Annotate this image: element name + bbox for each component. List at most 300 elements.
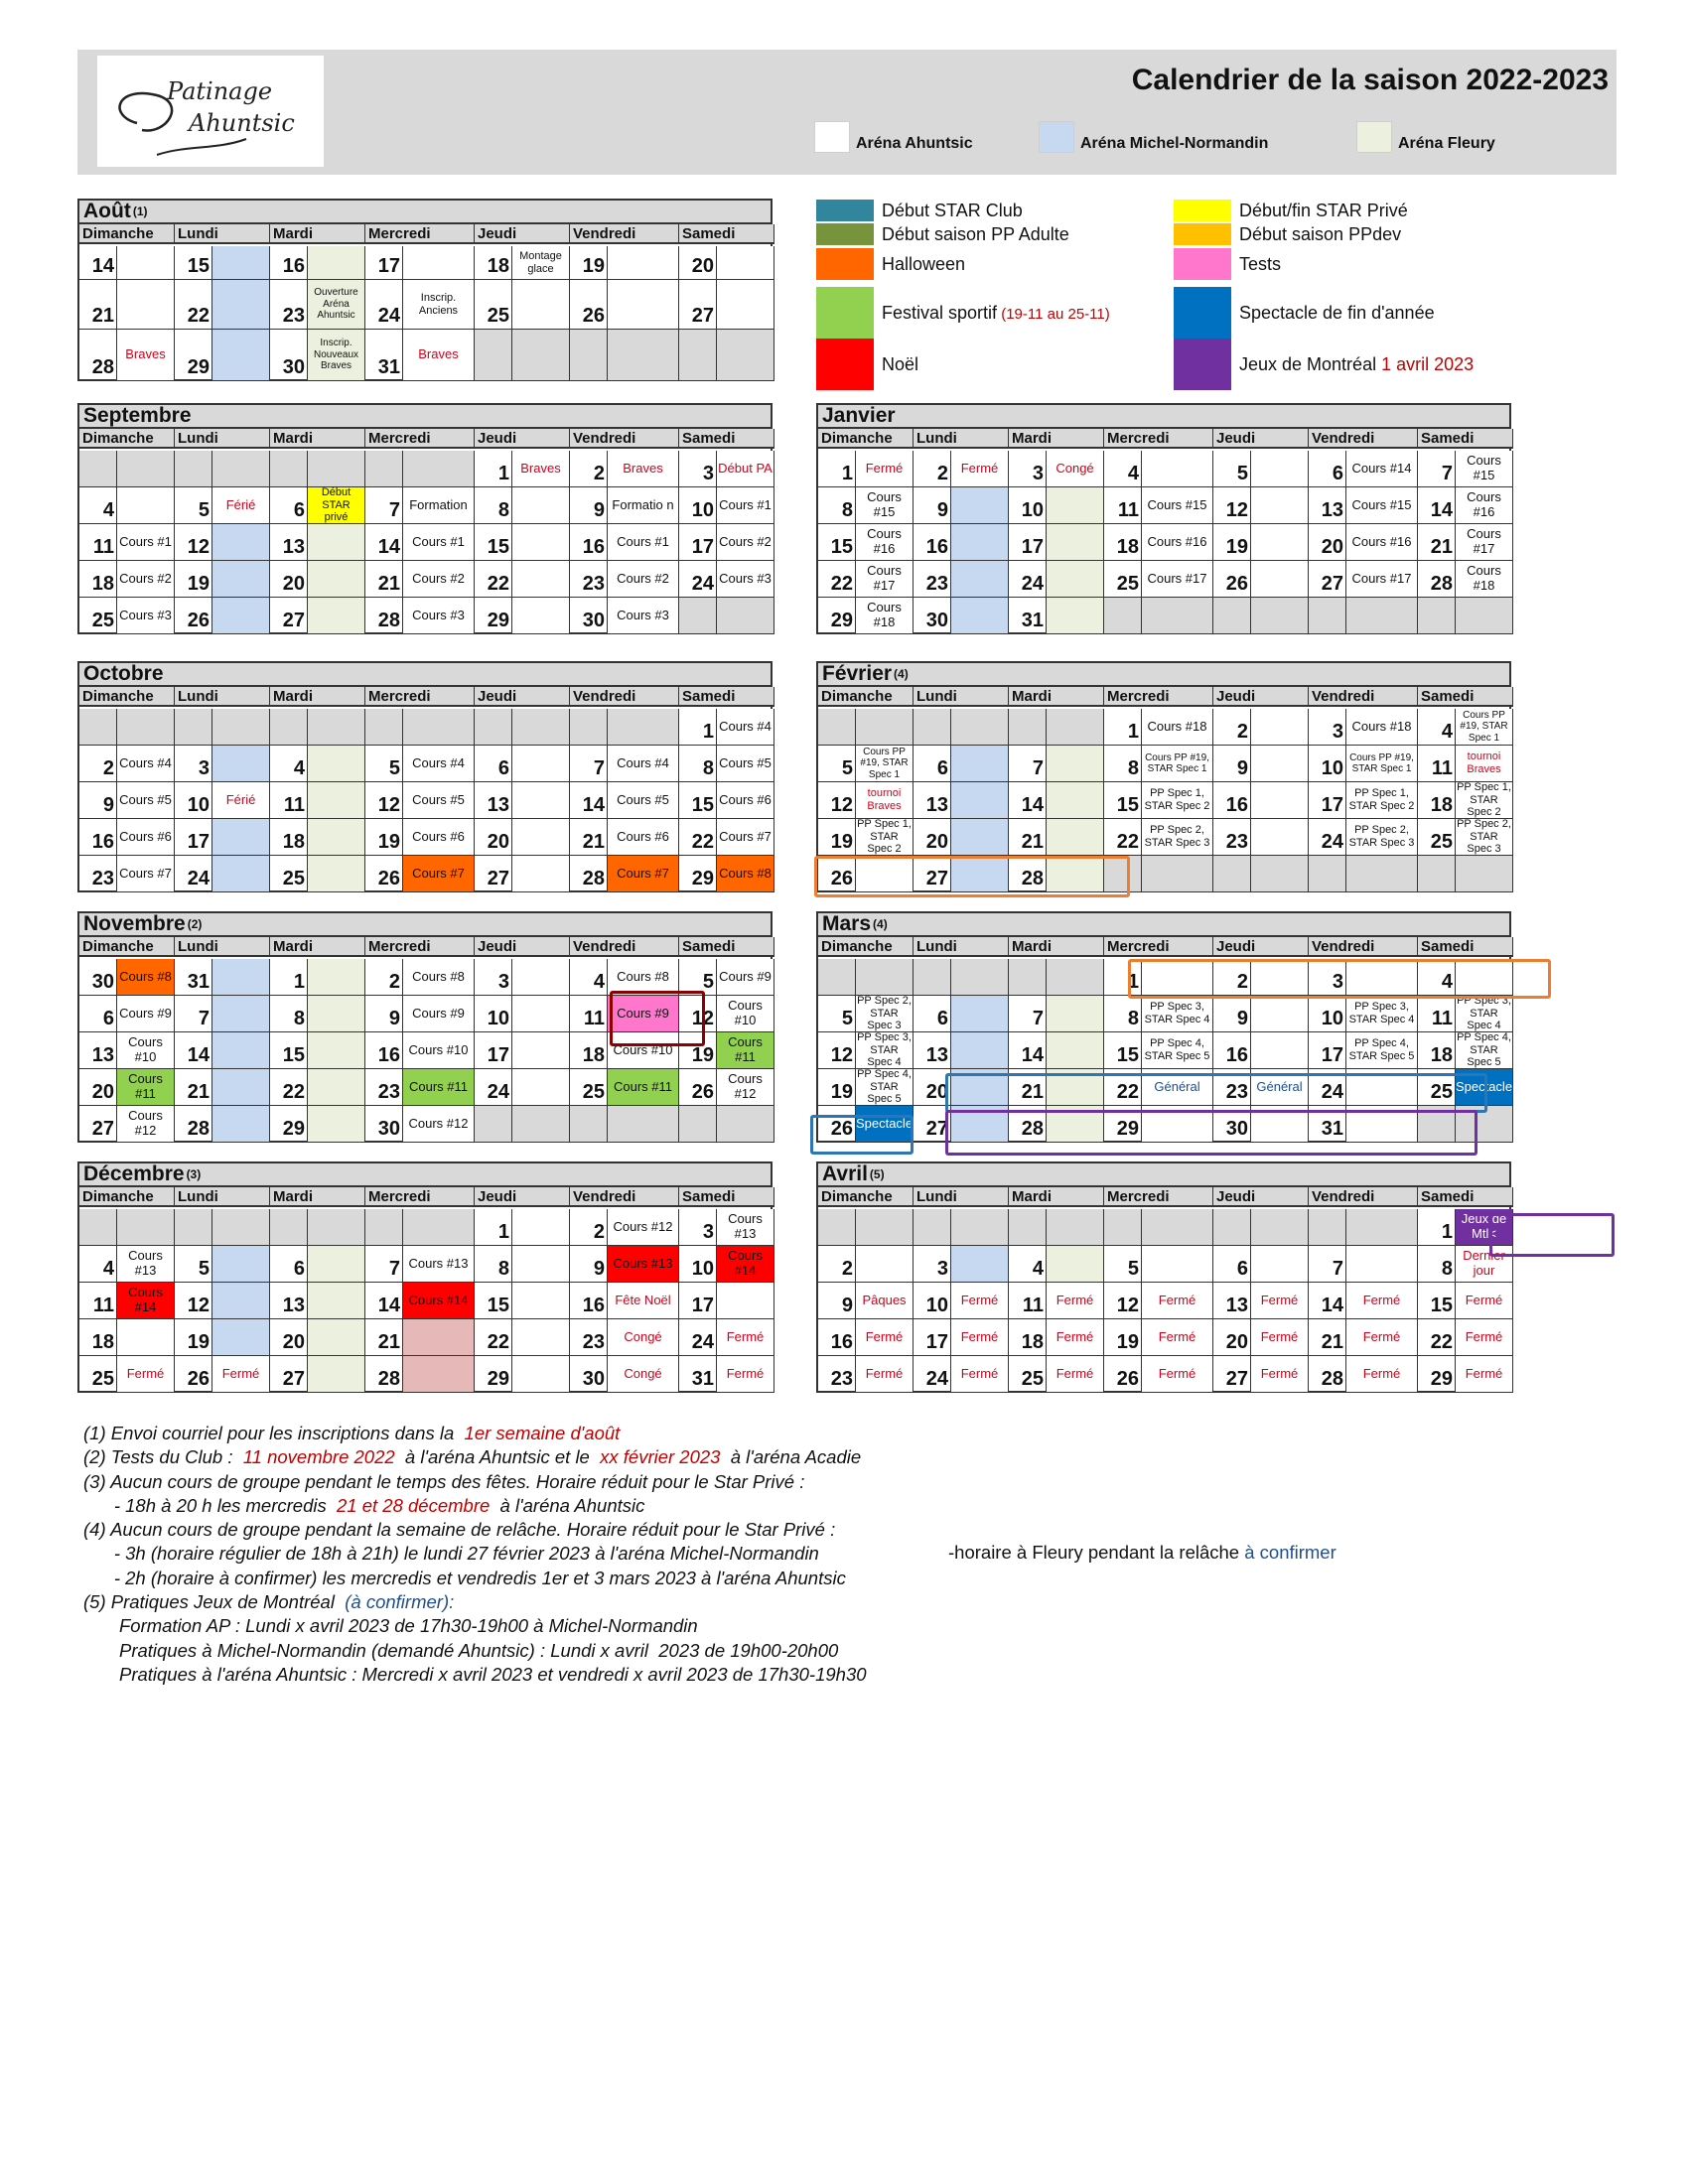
weekday-header: Lundi — [175, 687, 270, 707]
day-event: Cours #1 — [717, 487, 774, 524]
footnote-text: (1) Envoi courriel pour les inscriptions dans la — [83, 1423, 465, 1443]
day-event — [403, 709, 475, 746]
day-number: 21 — [1418, 524, 1456, 561]
weekday-header: Dimanche — [79, 1187, 175, 1207]
day-event: Fête Noël — [608, 1283, 679, 1319]
day-number: 10 — [1009, 487, 1047, 524]
day-number: 9 — [365, 996, 403, 1032]
day-event: Formation — [403, 487, 475, 524]
day-event — [951, 996, 1009, 1032]
weekday-header: Jeudi — [475, 687, 570, 707]
day-number: 6 — [79, 996, 117, 1032]
arena-label-michel-normandin: Aréna Michel-Normandin — [1080, 135, 1269, 152]
weekday-header: Vendredi — [570, 429, 679, 449]
day-event: Cours #13 — [403, 1246, 475, 1283]
day-number: 23 — [1213, 819, 1251, 856]
month-title: Février — [822, 662, 893, 685]
day-number — [818, 1209, 856, 1246]
day-number: 28 — [365, 598, 403, 634]
day-event: Cours #14 — [1346, 451, 1418, 487]
day-event: Cours #17 — [1456, 524, 1513, 561]
weekday-header: Vendredi — [570, 687, 679, 707]
weekday-header: Mercredi — [365, 1187, 475, 1207]
day-number: 18 — [1104, 524, 1142, 561]
day-event — [512, 1319, 570, 1356]
day-number: 17 — [1309, 1032, 1346, 1069]
day-number: 12 — [1104, 1283, 1142, 1319]
weekday-header: Samedi — [679, 429, 774, 449]
day-number: 6 — [475, 746, 512, 782]
day-event — [1047, 1209, 1104, 1246]
day-number: 21 — [1009, 819, 1047, 856]
day-event — [308, 1069, 365, 1106]
footnote-line — [83, 1590, 867, 1614]
month-title: Mars — [822, 912, 872, 935]
day-event — [212, 856, 270, 892]
day-event — [1251, 451, 1309, 487]
legend-item — [1174, 287, 1435, 339]
day-event — [212, 1209, 270, 1246]
day-number: 13 — [475, 782, 512, 819]
day-number: 11 — [1418, 746, 1456, 782]
day-number: 26 — [679, 1069, 717, 1106]
day-event — [1142, 1246, 1213, 1283]
day-number: 18 — [570, 1032, 608, 1069]
legend-swatch — [816, 223, 874, 245]
day-event: PP Spec 3, STAR Spec 4 — [856, 1032, 914, 1069]
day-number: 29 — [475, 1356, 512, 1393]
day-number: 15 — [475, 524, 512, 561]
day-event — [512, 996, 570, 1032]
weekday-header: Mardi — [270, 687, 365, 707]
highlight-box — [814, 856, 1130, 897]
day-number: 14 — [1009, 782, 1047, 819]
day-event: Congé — [608, 1356, 679, 1393]
weekday-header: Samedi — [679, 687, 774, 707]
day-number: 20 — [914, 819, 951, 856]
day-number: 9 — [570, 487, 608, 524]
day-event — [212, 246, 270, 280]
day-event — [512, 524, 570, 561]
day-number: 15 — [679, 782, 717, 819]
legend-swatch — [1174, 339, 1231, 390]
day-event — [512, 1106, 570, 1143]
weekday-header: Lundi — [175, 224, 270, 244]
month-note: (5) — [869, 1167, 885, 1181]
footnote-text: xx février 2023 — [600, 1446, 721, 1468]
day-event — [308, 246, 365, 280]
day-event — [608, 246, 679, 280]
day-event — [1047, 561, 1104, 598]
day-event — [951, 709, 1009, 746]
day-event — [608, 1106, 679, 1143]
day-event — [1047, 959, 1104, 996]
day-number: 1 — [475, 1209, 512, 1246]
day-event: Cours #4 — [717, 709, 774, 746]
day-event: Fermé — [1142, 1319, 1213, 1356]
day-number: 19 — [570, 246, 608, 280]
legend-item — [816, 287, 1110, 339]
day-number: 19 — [175, 1319, 212, 1356]
month-name — [79, 913, 771, 937]
day-number: 27 — [1213, 1356, 1251, 1393]
day-event — [512, 746, 570, 782]
day-number: 5 — [175, 487, 212, 524]
day-event — [308, 856, 365, 892]
day-event: Cours #3 — [717, 561, 774, 598]
day-number: 19 — [818, 819, 856, 856]
day-event — [608, 280, 679, 330]
day-number: 19 — [679, 1032, 717, 1069]
footnote-text: à l'aréna Acadie — [720, 1446, 862, 1468]
day-number: 21 — [79, 280, 117, 330]
day-event — [212, 1032, 270, 1069]
highlight-box — [945, 1110, 1477, 1156]
day-number: 10 — [679, 487, 717, 524]
day-number: 31 — [175, 959, 212, 996]
day-event — [212, 280, 270, 330]
weekday-header: Jeudi — [475, 1187, 570, 1207]
day-event: Cours #4 — [117, 746, 175, 782]
day-number: 25 — [79, 598, 117, 634]
day-event — [717, 598, 774, 634]
weekday-header: Samedi — [679, 937, 774, 957]
day-event: Braves — [117, 330, 175, 381]
day-event — [308, 1283, 365, 1319]
day-event — [308, 598, 365, 634]
day-event: PP Spec 3, STAR Spec 4 — [1142, 996, 1213, 1032]
day-number: 29 — [818, 598, 856, 634]
weekday-header: Mardi — [1009, 429, 1104, 449]
weekday-header: Jeudi — [475, 429, 570, 449]
day-event: Cours #9 — [403, 996, 475, 1032]
day-event — [951, 819, 1009, 856]
day-number: 26 — [175, 598, 212, 634]
day-event — [951, 1209, 1009, 1246]
month-name — [79, 405, 771, 429]
weekday-header: Vendredi — [570, 937, 679, 957]
day-event: Cours #2 — [403, 561, 475, 598]
month-calendar — [816, 403, 1511, 634]
day-number: 12 — [365, 782, 403, 819]
day-number: 24 — [475, 1069, 512, 1106]
day-event: Fermé — [1456, 1283, 1513, 1319]
day-number: 23 — [914, 561, 951, 598]
day-number: 12 — [175, 524, 212, 561]
day-event: Férié — [212, 782, 270, 819]
legend-swatch — [1174, 200, 1231, 221]
day-event: Cours #13 — [608, 1246, 679, 1283]
day-event: Jeux de Mtl< — [1456, 1209, 1513, 1246]
day-number: 18 — [1009, 1319, 1047, 1356]
weekday-header: Dimanche — [818, 1187, 914, 1207]
day-event — [1047, 996, 1104, 1032]
day-number: 10 — [679, 1246, 717, 1283]
day-event: Cours #10 — [117, 1032, 175, 1069]
day-number: 11 — [79, 524, 117, 561]
day-number: 9 — [914, 487, 951, 524]
day-event — [308, 746, 365, 782]
day-number: 25 — [1104, 561, 1142, 598]
month-title: Novembre — [83, 912, 186, 935]
footnote-line — [83, 1445, 867, 1469]
day-number — [679, 1106, 717, 1143]
day-event: Cours #10 — [608, 1032, 679, 1069]
day-event — [1251, 996, 1309, 1032]
day-event — [512, 330, 570, 381]
day-event — [1047, 487, 1104, 524]
day-number — [1213, 856, 1251, 892]
day-number: 14 — [570, 782, 608, 819]
day-number: 16 — [570, 524, 608, 561]
day-event — [1346, 1209, 1418, 1246]
day-number: 19 — [818, 1069, 856, 1106]
day-number: 3 — [914, 1246, 951, 1283]
day-number: 24 — [679, 1319, 717, 1356]
day-number — [175, 709, 212, 746]
day-number: 3 — [679, 1209, 717, 1246]
day-number: 16 — [79, 819, 117, 856]
footnotes — [83, 1422, 867, 1687]
day-number: 14 — [175, 1032, 212, 1069]
day-event: Cours #6 — [403, 819, 475, 856]
legend-label: Jeux de Montréal 1 avril 2023 — [1239, 353, 1475, 374]
day-number: 12 — [818, 1032, 856, 1069]
day-event — [1456, 598, 1513, 634]
day-event: Cours #11 — [117, 1069, 175, 1106]
day-number: 1 — [1104, 709, 1142, 746]
day-number: 29 — [1418, 1356, 1456, 1393]
day-number: 15 — [1104, 1032, 1142, 1069]
day-number: 17 — [1009, 524, 1047, 561]
day-event — [308, 709, 365, 746]
day-event — [308, 524, 365, 561]
month-note: (4) — [894, 667, 909, 681]
day-number: 21 — [570, 819, 608, 856]
month-title: Avril — [822, 1162, 868, 1185]
day-number: 17 — [679, 1283, 717, 1319]
day-number: 8 — [1104, 746, 1142, 782]
day-number: 20 — [1309, 524, 1346, 561]
day-number — [914, 959, 951, 996]
day-number: 31 — [1309, 1106, 1346, 1143]
month-title: Août — [83, 200, 131, 222]
day-number: 25 — [270, 856, 308, 892]
footnote-text: (5) Pratiques Jeux de Montréal — [83, 1591, 346, 1613]
day-number: 6 — [270, 487, 308, 524]
day-number: 31 — [679, 1356, 717, 1393]
legend-label: Début saison PP Adulte — [882, 223, 1069, 244]
day-number: 11 — [79, 1283, 117, 1319]
day-number: 9 — [1213, 746, 1251, 782]
legend-swatch — [816, 248, 874, 280]
day-number: 13 — [1309, 487, 1346, 524]
day-number: 4 — [1418, 709, 1456, 746]
day-event: Cours #8 — [717, 856, 774, 892]
day-event: Cours #3 — [117, 598, 175, 634]
day-number: 27 — [679, 280, 717, 330]
day-event: Cours #13 — [117, 1246, 175, 1283]
day-number: 16 — [1213, 782, 1251, 819]
day-event: Cours #16 — [856, 524, 914, 561]
weekday-header: Lundi — [914, 687, 1009, 707]
day-event: Cours PP #19, STAR Spec 1 — [1142, 746, 1213, 782]
day-event — [1346, 598, 1418, 634]
day-number: 20 — [79, 1069, 117, 1106]
day-event — [1047, 709, 1104, 746]
day-event — [512, 1356, 570, 1393]
day-event: Braves — [608, 451, 679, 487]
day-event: Cours #2 — [608, 561, 679, 598]
day-event: Cours #12 — [717, 1069, 774, 1106]
day-event: Cours #6 — [608, 819, 679, 856]
day-event: Cours #9 — [117, 996, 175, 1032]
day-event — [1142, 451, 1213, 487]
day-event — [951, 598, 1009, 634]
day-event: Cours #6 — [117, 819, 175, 856]
weekday-header: Mardi — [1009, 1187, 1104, 1207]
day-event: Pâques — [856, 1283, 914, 1319]
day-number — [1104, 598, 1142, 634]
day-event: Fermé — [1346, 1319, 1418, 1356]
day-number: 21 — [175, 1069, 212, 1106]
highlight-box — [1128, 959, 1551, 999]
weekday-header: Dimanche — [818, 429, 914, 449]
day-event — [212, 1283, 270, 1319]
day-event: PP Spec 2, STAR Spec 3 — [856, 996, 914, 1032]
day-number: 23 — [1213, 1069, 1251, 1106]
day-number: 27 — [79, 1106, 117, 1143]
day-event — [308, 1246, 365, 1283]
day-event: Cours #4 — [403, 746, 475, 782]
weekday-header: Dimanche — [818, 687, 914, 707]
footnote-text: à l'aréna Ahuntsic et le — [394, 1446, 601, 1468]
day-number: 20 — [1213, 1319, 1251, 1356]
day-event: Cours #7 — [608, 856, 679, 892]
day-number: 9 — [570, 1246, 608, 1283]
day-number: 14 — [79, 246, 117, 280]
day-event: Général — [1142, 1069, 1213, 1106]
month-name — [818, 913, 1509, 937]
side-note: -horaire à Fleury pendant la relâche à confirmer — [948, 1542, 1336, 1563]
day-number: 7 — [365, 1246, 403, 1283]
day-event: Dernier jour — [1456, 1246, 1513, 1283]
legend-label: Noël — [882, 353, 919, 374]
day-event: Cours #15 — [1142, 487, 1213, 524]
day-number: 30 — [1213, 1106, 1251, 1143]
legend-item — [816, 223, 1069, 245]
month-name — [79, 1163, 771, 1187]
day-number: 5 — [679, 959, 717, 996]
day-number: 2 — [570, 451, 608, 487]
day-event: Montage glace — [512, 246, 570, 280]
day-event: Fermé — [1456, 1319, 1513, 1356]
day-number: 23 — [270, 280, 308, 330]
day-event — [308, 1319, 365, 1356]
day-number: 19 — [365, 819, 403, 856]
month-title: Janvier — [822, 404, 896, 427]
footnote-text: (4) Aucun cours de groupe pendant la semaine de relâche. Horaire réduit pour le Star Privé : — [83, 1519, 836, 1541]
legend-note: (19-11 au 25-11) — [997, 305, 1110, 323]
day-event: PP Spec 4, STAR Spec 5 — [1346, 1032, 1418, 1069]
day-event — [1047, 746, 1104, 782]
day-number: 24 — [1309, 1069, 1346, 1106]
day-number: 6 — [914, 746, 951, 782]
day-event — [856, 959, 914, 996]
day-number: 26 — [818, 856, 856, 892]
day-number: 7 — [1418, 451, 1456, 487]
day-event — [951, 1246, 1009, 1283]
day-event — [308, 451, 365, 487]
day-number: 2 — [570, 1209, 608, 1246]
day-number: 26 — [365, 856, 403, 892]
weekday-header: Jeudi — [1213, 429, 1309, 449]
day-number: 6 — [1309, 451, 1346, 487]
day-event — [951, 561, 1009, 598]
day-number: 4 — [1104, 451, 1142, 487]
day-event — [212, 959, 270, 996]
day-event: Cours PP #19, STAR Spec 1 — [1456, 709, 1513, 746]
day-number: 4 — [1009, 1246, 1047, 1283]
day-number: 29 — [475, 598, 512, 634]
day-event — [856, 1209, 914, 1246]
weekday-header: Dimanche — [79, 224, 175, 244]
day-number: 9 — [818, 1283, 856, 1319]
day-number: 21 — [1309, 1319, 1346, 1356]
day-event: Cours #9 — [608, 996, 679, 1032]
day-event: Fermé — [117, 1356, 175, 1393]
day-number: 2 — [1213, 959, 1251, 996]
month-name — [818, 663, 1509, 687]
day-event — [1047, 598, 1104, 634]
day-event — [951, 746, 1009, 782]
day-number: 14 — [1309, 1283, 1346, 1319]
day-event: Ouverture Aréna Ahuntsic — [308, 280, 365, 330]
day-event — [1047, 819, 1104, 856]
day-event — [856, 709, 914, 746]
day-number: 26 — [175, 1356, 212, 1393]
day-number: 16 — [914, 524, 951, 561]
day-number: 20 — [914, 1069, 951, 1106]
day-number: 6 — [270, 1246, 308, 1283]
day-event — [212, 1319, 270, 1356]
month-name — [818, 1163, 1509, 1187]
day-number: 17 — [679, 524, 717, 561]
day-event — [403, 1209, 475, 1246]
day-number — [818, 959, 856, 996]
weekday-header: Vendredi — [1309, 429, 1418, 449]
day-number: 10 — [1309, 746, 1346, 782]
day-number: 3 — [1309, 959, 1346, 996]
weekday-header: Jeudi — [1213, 687, 1309, 707]
day-event — [951, 1032, 1009, 1069]
day-event — [117, 1209, 175, 1246]
day-number: 19 — [1213, 524, 1251, 561]
day-number: 13 — [1213, 1283, 1251, 1319]
day-number — [79, 451, 117, 487]
day-event — [308, 996, 365, 1032]
day-number — [475, 1106, 512, 1143]
weekday-header: Mercredi — [365, 224, 475, 244]
day-event — [512, 1069, 570, 1106]
day-number: 12 — [175, 1283, 212, 1319]
day-event — [308, 959, 365, 996]
day-number: 18 — [1418, 1032, 1456, 1069]
day-number: 14 — [365, 1283, 403, 1319]
day-event: Fermé — [717, 1319, 774, 1356]
day-number: 13 — [914, 1032, 951, 1069]
weekday-header: Lundi — [175, 429, 270, 449]
